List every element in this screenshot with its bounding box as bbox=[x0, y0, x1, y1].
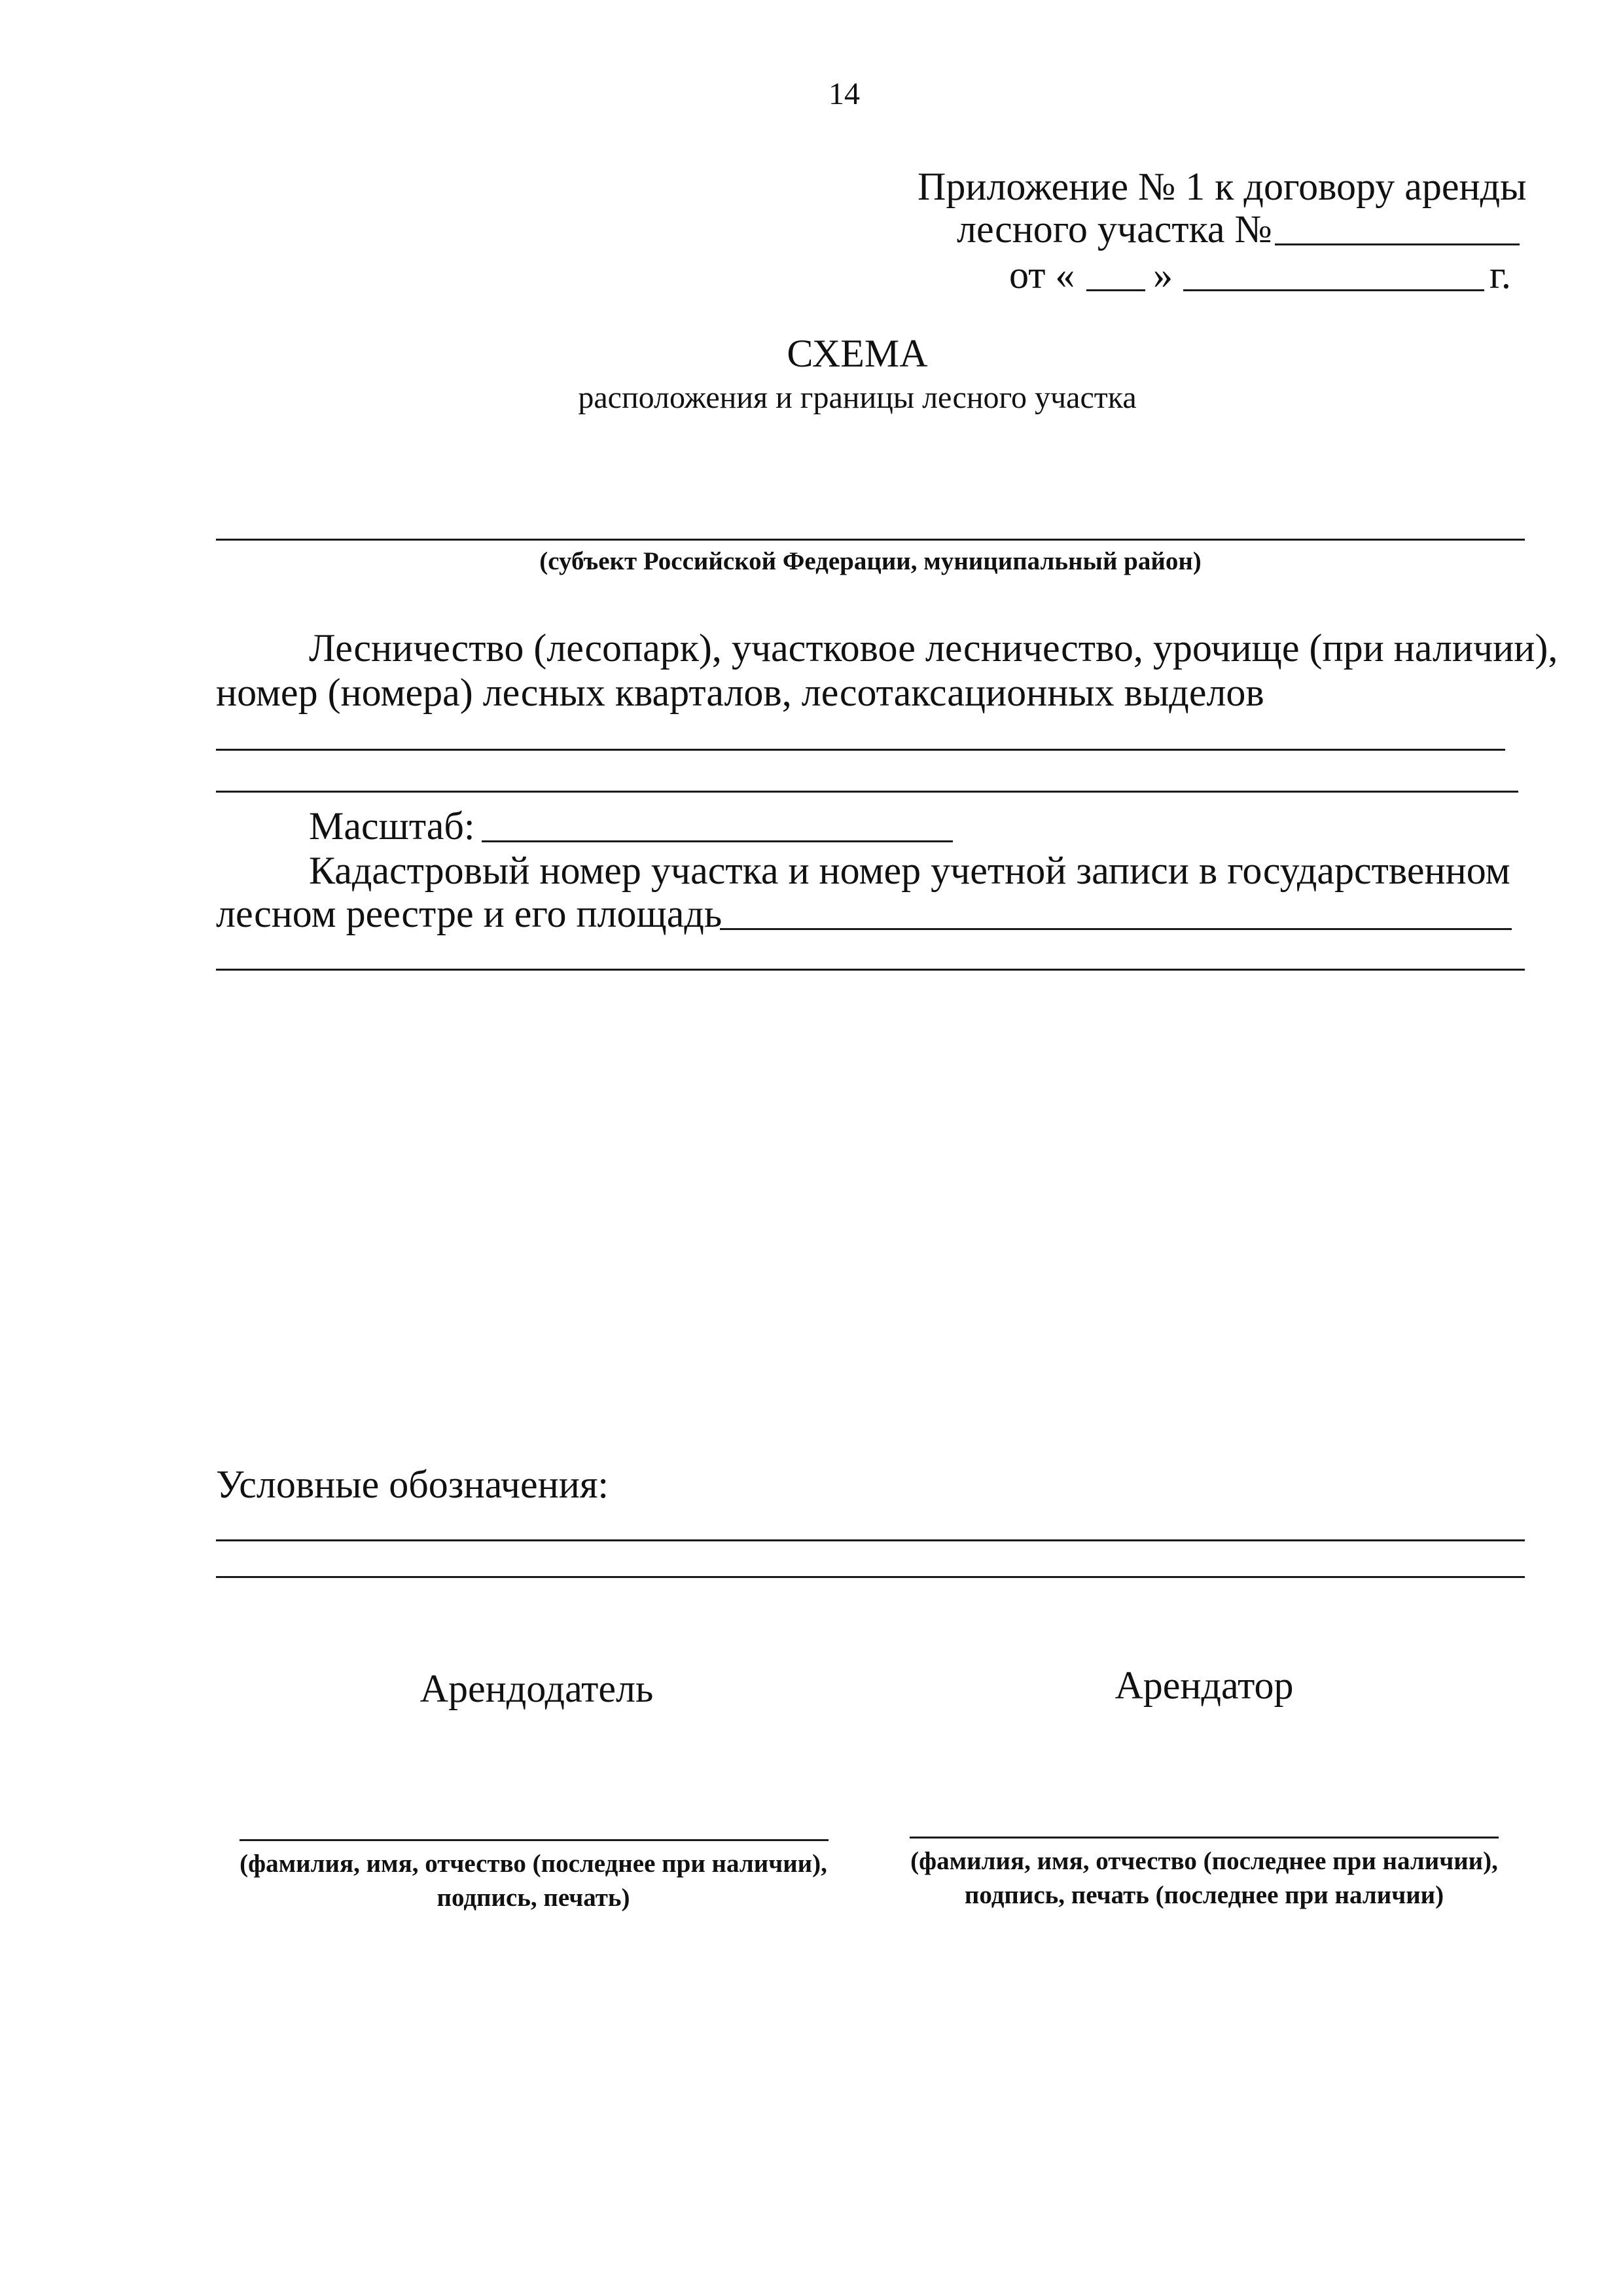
lessee-signature-line[interactable] bbox=[910, 1837, 1499, 1839]
forestry-line-2: номер (номера) лесных кварталов, лесотаксационных выделов bbox=[216, 671, 1264, 714]
lessee-title: Арендатор bbox=[1115, 1664, 1294, 1707]
legend-blank-1[interactable] bbox=[216, 1539, 1525, 1541]
appendix-date-mid: » bbox=[1153, 253, 1173, 296]
lessor-caption-2: подпись, печать) bbox=[437, 1884, 630, 1912]
cadastral-line-1: Кадастровый номер участка и номер учетной записи в государственном bbox=[309, 849, 1510, 892]
document-title: СХЕМА bbox=[787, 332, 928, 375]
legend-blank-2[interactable] bbox=[216, 1576, 1525, 1578]
cadastral-line-2: лесном реестре и его площадь bbox=[216, 892, 722, 935]
page-number: 14 bbox=[829, 77, 860, 111]
appendix-line-1: Приложение № 1 к договору аренды bbox=[918, 165, 1527, 208]
subject-caption: (субъект Российской Федерации, муниципальный район) bbox=[539, 547, 1202, 575]
appendix-date-suffix: г. bbox=[1489, 253, 1511, 296]
forestry-blank-1[interactable] bbox=[216, 749, 1505, 751]
forestry-line-1: Лесничество (лесопарк), участковое лесничество, урочище (при наличии), bbox=[309, 626, 1558, 670]
lessor-signature-line[interactable] bbox=[240, 1839, 829, 1841]
scale-label: Масштаб: bbox=[309, 804, 475, 848]
forestry-blank-2[interactable] bbox=[216, 791, 1518, 793]
legend-label: Условные обозначения: bbox=[216, 1463, 609, 1506]
lessee-caption-2: подпись, печать (последнее при наличии) bbox=[964, 1881, 1444, 1909]
lessee-caption-1: (фамилия, имя, отчество (последнее при наличии), bbox=[910, 1847, 1498, 1875]
cadastral-area-blank[interactable] bbox=[720, 928, 1512, 930]
appendix-line-2: лесного участка № bbox=[957, 207, 1272, 251]
lessor-caption-1: (фамилия, имя, отчество (последнее при наличии), bbox=[240, 1850, 827, 1878]
scale-blank[interactable] bbox=[482, 840, 953, 842]
cadastral-blank-2[interactable] bbox=[216, 969, 1525, 971]
document-subtitle: расположения и границы лесного участка bbox=[578, 380, 1137, 415]
appendix-date-prefix: от « bbox=[1009, 253, 1075, 296]
lessor-title: Арендодатель bbox=[419, 1667, 654, 1710]
contract-number-blank[interactable] bbox=[1275, 243, 1520, 245]
date-month-year-blank[interactable] bbox=[1183, 289, 1484, 291]
subject-blank[interactable] bbox=[216, 539, 1525, 541]
date-day-blank[interactable] bbox=[1086, 289, 1145, 291]
